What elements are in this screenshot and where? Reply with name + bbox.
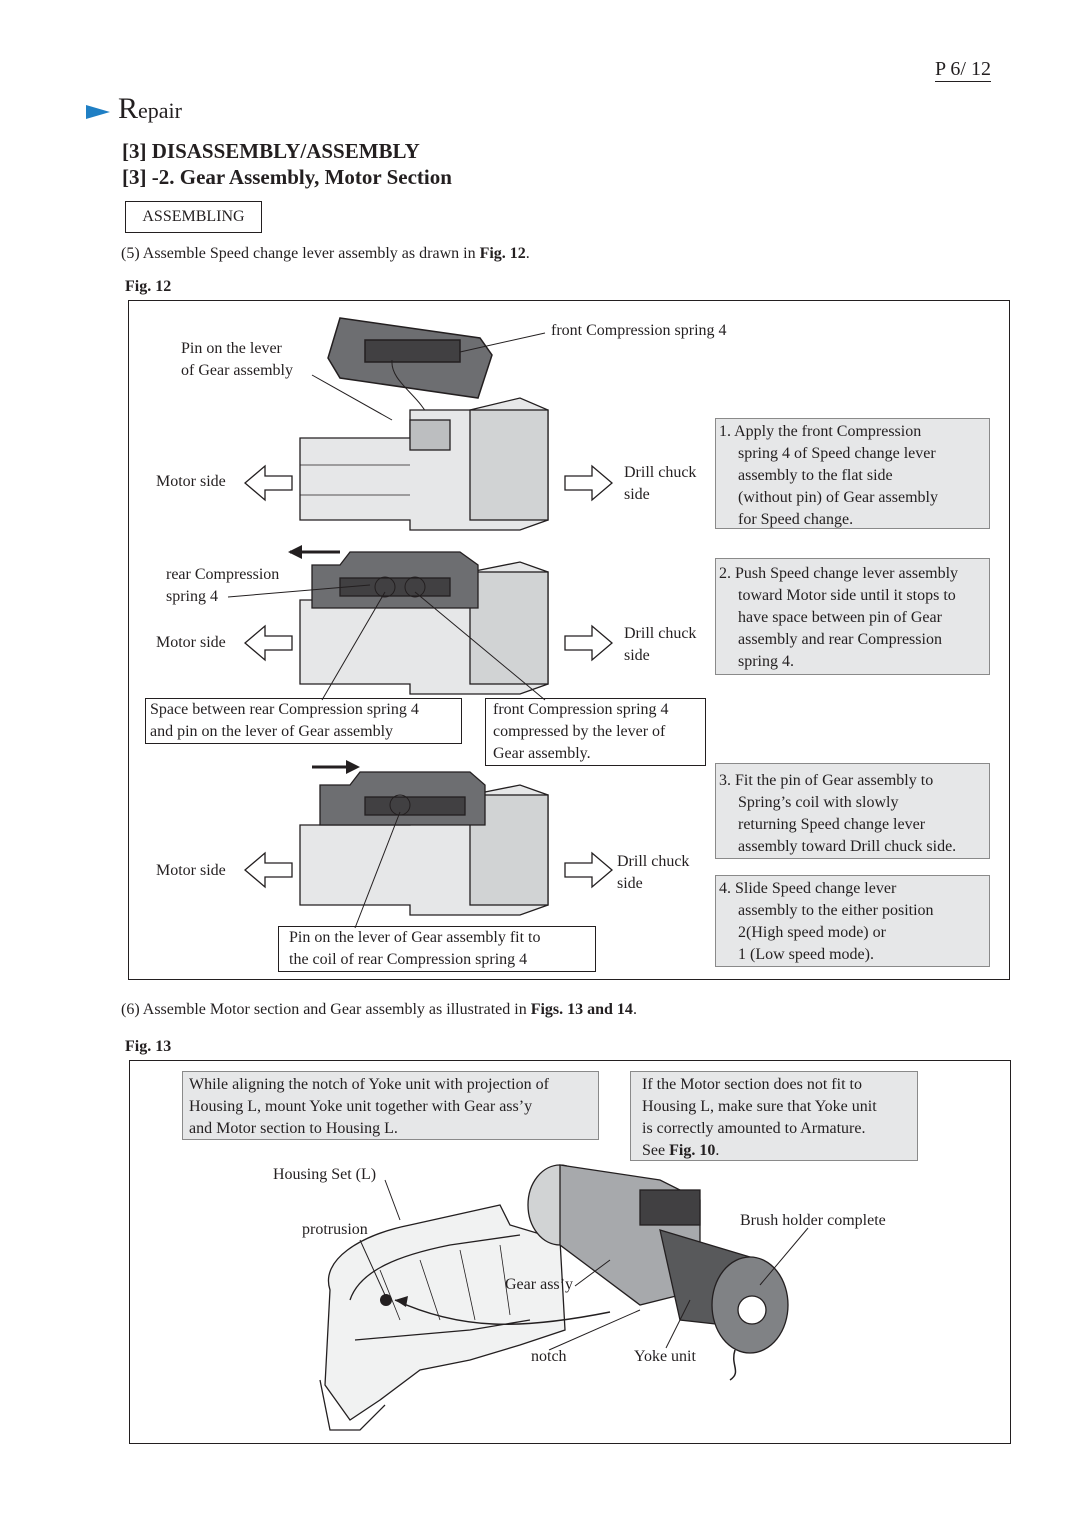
gear-assy-label: Gear ass’y [505,1276,573,1293]
brush-holder-label: Brush holder complete [740,1212,886,1229]
front-spring-label: front Compression spring 4 [551,322,727,339]
pin-fit-label: Pin on the lever of Gear assembly fit to the coil of rear Compression spring 4 [278,926,596,972]
pin-on-lever-label: Pin on the lever of Gear assembly [181,340,293,379]
heading-2: [3] -2. Gear Assembly, Motor Section [122,165,452,189]
drill-chuck-label: Drill chuck side [624,625,697,664]
note-step-1: 1. Apply the front Compression spring 4 of Speed change lever assembly to the flat side (without pin) of Gear assembly for Speed change. [715,418,990,529]
motor-side-label: Motor side [156,473,226,490]
drill-chuck-label: Drill chuck side [624,464,697,503]
page-number: P 6/ 12 [935,58,991,80]
motor-side-label: Motor side [156,862,226,879]
assembling-label: ASSEMBLING [125,201,262,233]
note-step-3: 3. Fit the pin of Gear assembly to Spring’s coil with slowly returning Speed change lever assembly toward Drill chuck side. [715,763,990,859]
heading-1: [3] DISASSEMBLY/ASSEMBLY [122,139,420,163]
notch-label: notch [531,1348,567,1365]
fig13-label: Fig. 13 [125,1038,172,1055]
step6-text: (6) Assemble Motor section and Gear assembly as illustrated in Figs. 13 and 14. [121,1001,637,1018]
motor-side-label: Motor side [156,634,226,651]
section-title: Repair [118,92,182,125]
housing-set-label: Housing Set (L) [273,1166,377,1183]
step5-text: (5) Assemble Speed change lever assembly as drawn in Fig. 12. [121,245,530,262]
note-step-4: 4. Slide Speed change lever assembly to the either position 2(High speed mode) or 1 (Low speed mode). [715,875,990,967]
note-step-2: 2. Push Speed change lever assembly toward Motor side until it stops to have space between pin of Gear assembly and rear Compression spring 4. [715,558,990,675]
fig13-note-left: While aligning the notch of Yoke unit with projection of Housing L, mount Yoke unit together with Gear ass’y and Motor section to Housing L. [182,1071,599,1140]
fig13-note-right: If the Motor section does not fit to Housing L, make sure that Yoke unit is correctly amounted to Armature. See Fig. 10. [630,1071,918,1161]
rear-spring-label: rear Compression spring 4 [166,566,280,605]
front-compressed-label: front Compression spring 4 compressed by the lever of Gear assembly. [485,698,706,766]
fig12-label: Fig. 12 [125,278,172,295]
protrusion-label: protrusion [302,1221,368,1238]
space-between-label: Space between rear Compression spring 4 and pin on the lever of Gear assembly [145,698,462,744]
yoke-unit-label: Yoke unit [634,1348,696,1365]
drill-chuck-label: Drill chuck side [617,853,690,892]
